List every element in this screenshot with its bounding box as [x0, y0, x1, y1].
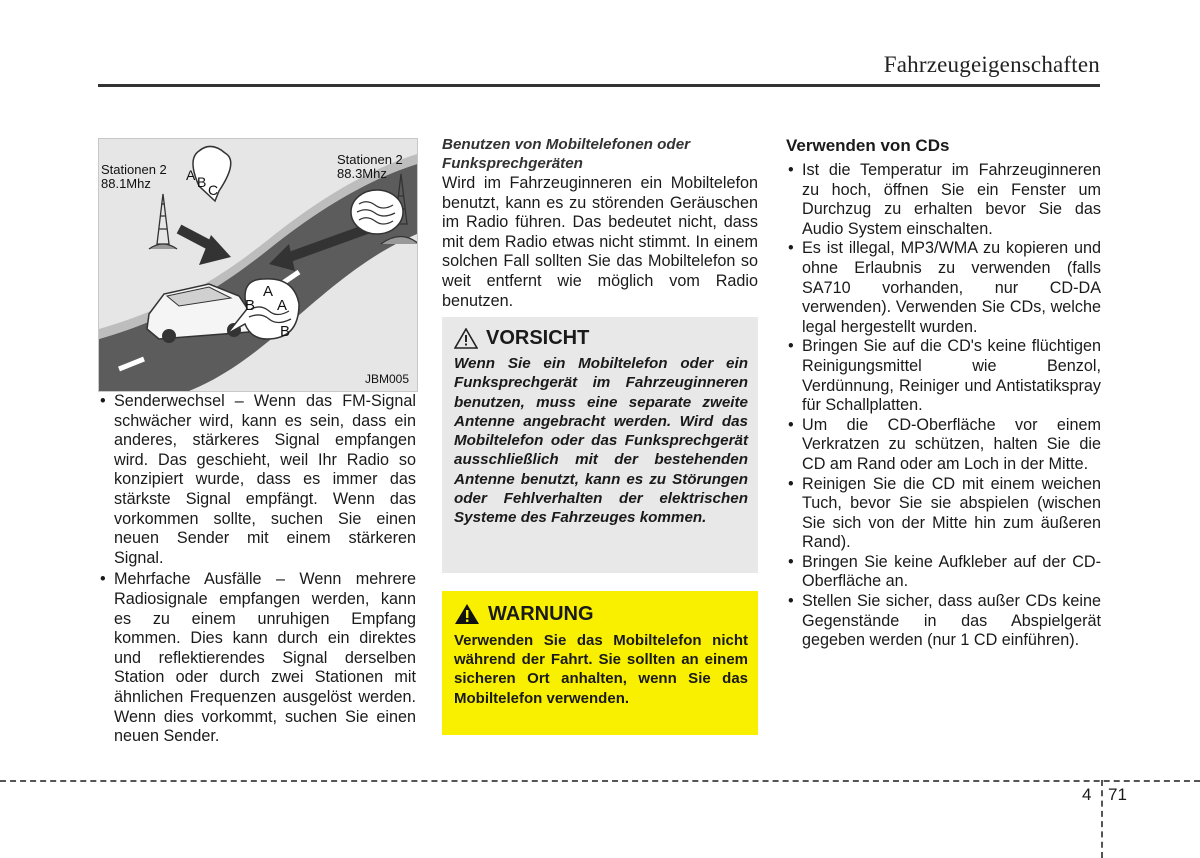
caution-body: Wenn Sie ein Mobiltelefon oder ein Funksprechgerät im Fahrzeuginneren benutzen, muss eine separate zweite Antenne angebracht werden. Wird das Mobiltelefon oder das Funksprechgerät ausschließlich mit der bestehenden Antenne benutzt, kann es zu Störungen oder Fehlverhalten der elektrischen Systeme des Fahrzeuges kommen. [454, 355, 748, 527]
left-column [98, 392, 416, 749]
cd-tips-list [786, 161, 1101, 651]
caution-box [442, 317, 758, 573]
page-header-title: Fahrzeugeigenschaften [883, 52, 1100, 77]
bubble-top-letter-b: B [197, 174, 207, 190]
radio-reception-illustration [98, 138, 418, 392]
reception-issues-list [98, 392, 416, 747]
right-column [786, 136, 1101, 651]
list-item: • Reinigen Sie die CD mit einem weichen Tuch, bevor Sie sie abspielen (wischen Sie sich von der Mitte hin zum äußeren Rand). [786, 475, 1101, 553]
header-rule [98, 84, 1100, 87]
middle-column [442, 136, 758, 311]
bubble-bottom-letter-b2: B [280, 323, 291, 340]
warning-box [442, 591, 758, 735]
bubble-bottom-letter-a: A [263, 283, 274, 300]
chapter-number: 4 [1082, 785, 1092, 804]
cd-section-heading: Verwenden von CDs [786, 136, 950, 155]
list-item: • Senderwechsel – Wenn das FM-Signal schwächer wird, kann es sein, dass ein anderes, stärkeres Signal empfangen wird. Das geschieht, weil Ihr Radio so konzipiert wurde, dass es immer das stärkste Signal empfängt. Wenn das vorkommen sollte, suchen Sie einen neuen Sender mit einem stärkeren Signal. [98, 392, 416, 568]
bubble-top-letter-c: C [208, 182, 219, 198]
caution-triangle-icon [454, 328, 478, 349]
station-left-name: Stationen 2 [101, 162, 167, 177]
station-left-frequency: 88.1Mhz [101, 176, 151, 191]
footer-vertical-divider [1101, 780, 1103, 858]
caution-title [454, 327, 748, 349]
list-item: • Bringen Sie keine Aufkleber auf der CD-Oberfläche an. [786, 553, 1101, 592]
bubble-bottom-letter-a2: A [277, 297, 288, 314]
page-number: 71 [1108, 785, 1127, 804]
bubble-top-letter-a: A [186, 167, 196, 183]
bubble-bottom-letter-b: B [245, 297, 256, 314]
list-item: • Um die CD-Oberfläche vor einem Verkratzen zu schützen, halten Sie die CD am Rand oder am Loch in der Mitte. [786, 416, 1101, 475]
list-item: • Mehrfache Ausfälle – Wenn mehrere Radiosignale empfangen werden, kann es zu einem unruhigen Empfang kommen. Dies kann durch ein direktes und reflektierendes Signal derselben Station oder durch zwei Stationen mit ähnlichen Frequenzen ausgelöst werden. Wenn dies vorkommt, suchen Sie einen neuen Sender. [98, 570, 416, 746]
station-right-label [337, 153, 403, 181]
warning-title-text: WARNUNG [488, 603, 594, 625]
list-item: • Stellen Sie sicher, dass außer CDs keine Gegenstände in das Abspielgerät gegeben werden (nur 1 CD einführen). [786, 592, 1101, 651]
caution-title-text: VORSICHT [486, 327, 590, 349]
list-item: • Ist die Temperatur im Fahrzeuginneren zu hoch, öffnen Sie ein Fenster um Durchzug zu erhalten bevor Sie das Audio System einschalten. [786, 161, 1101, 239]
figure-code: JBM005 [365, 372, 410, 386]
station-right-name: Stationen 2 [337, 152, 403, 167]
station-left-label [101, 163, 167, 191]
warning-body: Verwenden Sie das Mobiltelefon nicht während der Fahrt. Sie sollten an einem sicheren Ort anhalten, wenn Sie das Mobiltelefon verwenden. [454, 632, 748, 707]
warning-title [454, 603, 748, 625]
mobile-phone-subheading: Benutzen von Mobiltelefonen oder Funksprechgeräten [442, 136, 691, 172]
list-item: • Es ist illegal, MP3/WMA zu kopieren und ohne Erlaubnis zu verwenden (falls SA710 vorhanden, nur CD-DA verwenden). Verwenden Sie CDs, welche legal hergestellt wurden. [786, 239, 1101, 337]
station-right-frequency: 88.3Mhz [337, 166, 387, 181]
list-item: • Bringen Sie auf die CD's keine flüchtigen Reinigungsmittel wie Benzol, Verdünnung, Reiniger und Antistatikspray für Schallplatten. [786, 337, 1101, 415]
warning-triangle-icon [454, 603, 480, 625]
footer-divider [0, 780, 1200, 782]
mobile-phone-paragraph: Wird im Fahrzeuginneren ein Mobiltelefon benutzt, kann es zu störenden Geräuschen im Radio führen. Das bedeutet nicht, dass mit dem Radio etwas nicht stimmt. In einem solchen Fall sollten Sie das Mobiltelefon so weit entfernt wie möglich vom Radio benutzen. [442, 174, 758, 310]
